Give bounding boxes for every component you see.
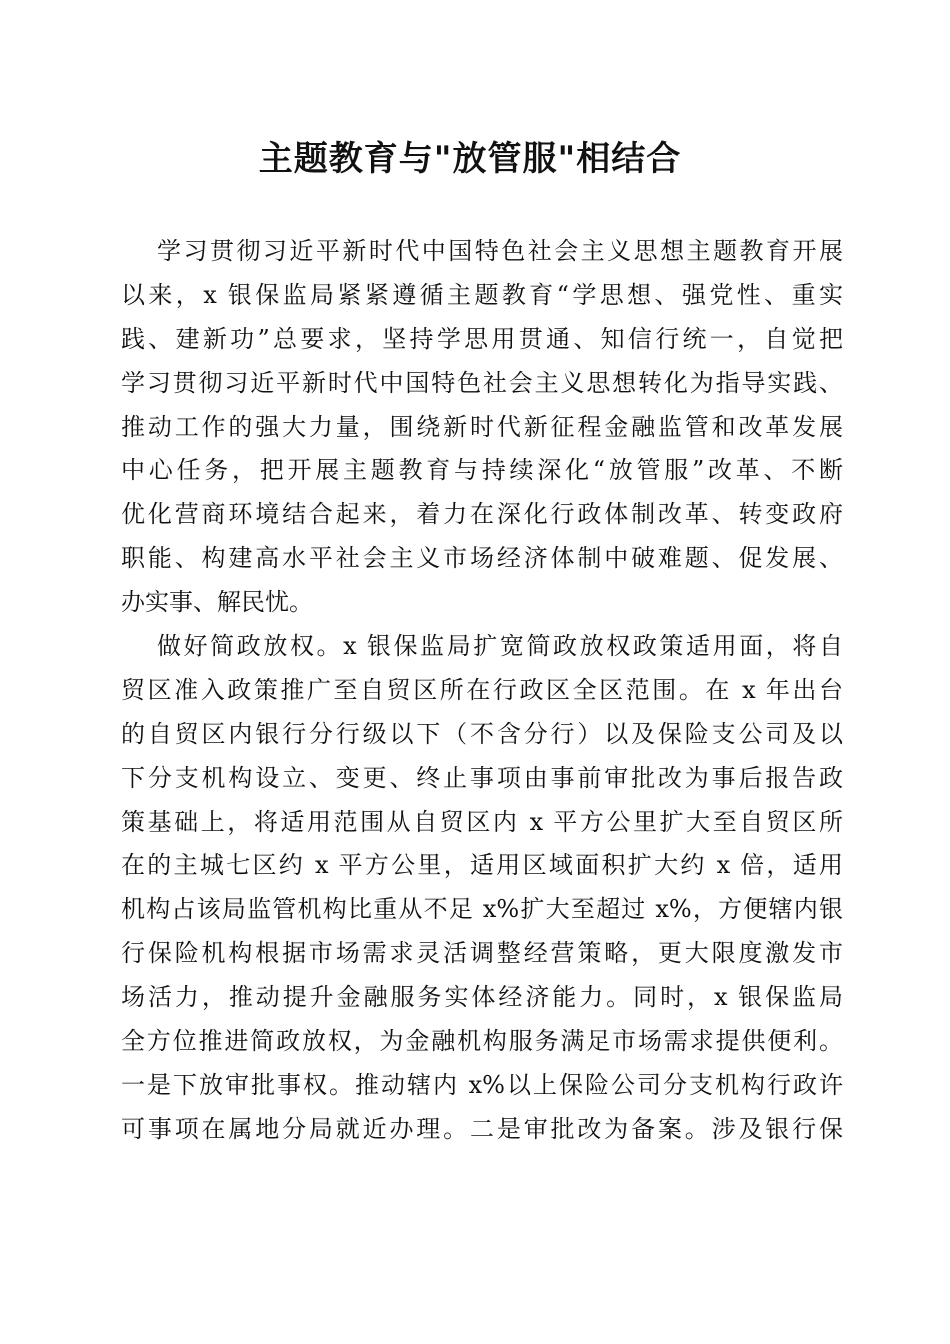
text-line: 在的主城七区约 x 平方公里，适用区域面积扩大约 x 倍，适用 (121, 851, 843, 880)
text-line: 全方位推进简政放权，为金融机构服务满足市场需求提供便利。 (121, 1027, 843, 1056)
paragraph-simplify-administration (121, 625, 843, 1152)
text-line: 以来，x 银保监局紧紧遵循主题教育“学思想、强党性、重实 (121, 280, 843, 309)
text-line: 策基础上，将适用范围从自贸区内 x 平方公里扩大至自贸区所 (121, 807, 843, 836)
text-line: 行保险机构根据市场需求灵活调整经营策略，更大限度激发市 (121, 939, 843, 968)
text-line: 推动工作的强大力量，围绕新时代新征程金融监管和改革发展 (121, 412, 843, 441)
text-line: 践、建新功”总要求，坚持学思用贯通、知信行统一，自觉把 (121, 324, 843, 353)
text-line: 一是下放审批事权。推动辖内 x%以上保险公司分支机构行政许 (121, 1070, 843, 1099)
text-line: 学习贯彻习近平新时代中国特色社会主义思想主题教育开展 (157, 237, 843, 265)
text-line: 的自贸区内银行分行级以下（不含分行）以及保险支公司及以 (121, 719, 843, 748)
text-line: 下分支机构设立、变更、终止事项由事前审批改为事后报告政 (121, 763, 843, 792)
text-line: 职能、构建高水平社会主义市场经济体制中破难题、促发展、 (121, 544, 843, 573)
text-line: 做好简政放权。x 银保监局扩宽简政放权政策适用面，将自 (157, 632, 843, 661)
text-line: 学习贯彻习近平新时代中国特色社会主义思想转化为指导实践、 (121, 368, 843, 397)
text-line: 办实事、解民忧。 (121, 588, 313, 617)
text-line: 可事项在属地分局就近办理。二是审批改为备案。涉及银行保 (121, 1114, 843, 1143)
text-line: 场活力，推动提升金融服务实体经济能力。同时，x 银保监局 (121, 983, 843, 1012)
text-line: 中心任务，把开展主题教育与持续深化“放管服”改革、不断 (121, 456, 843, 485)
page-title: 主题教育与"放管服"相结合 (258, 139, 682, 179)
text-line: 机构占该局监管机构比重从不足 x%扩大至超过 x%，方便辖内银 (121, 895, 843, 924)
paragraph-intro (121, 230, 843, 625)
text-line: 优化营商环境结合起来，着力在深化行政体制改革、转变政府 (121, 500, 843, 529)
document-body (121, 230, 843, 1152)
text-line: 贸区准入政策推广至自贸区所在行政区全区范围。在 x 年出台 (121, 675, 843, 704)
